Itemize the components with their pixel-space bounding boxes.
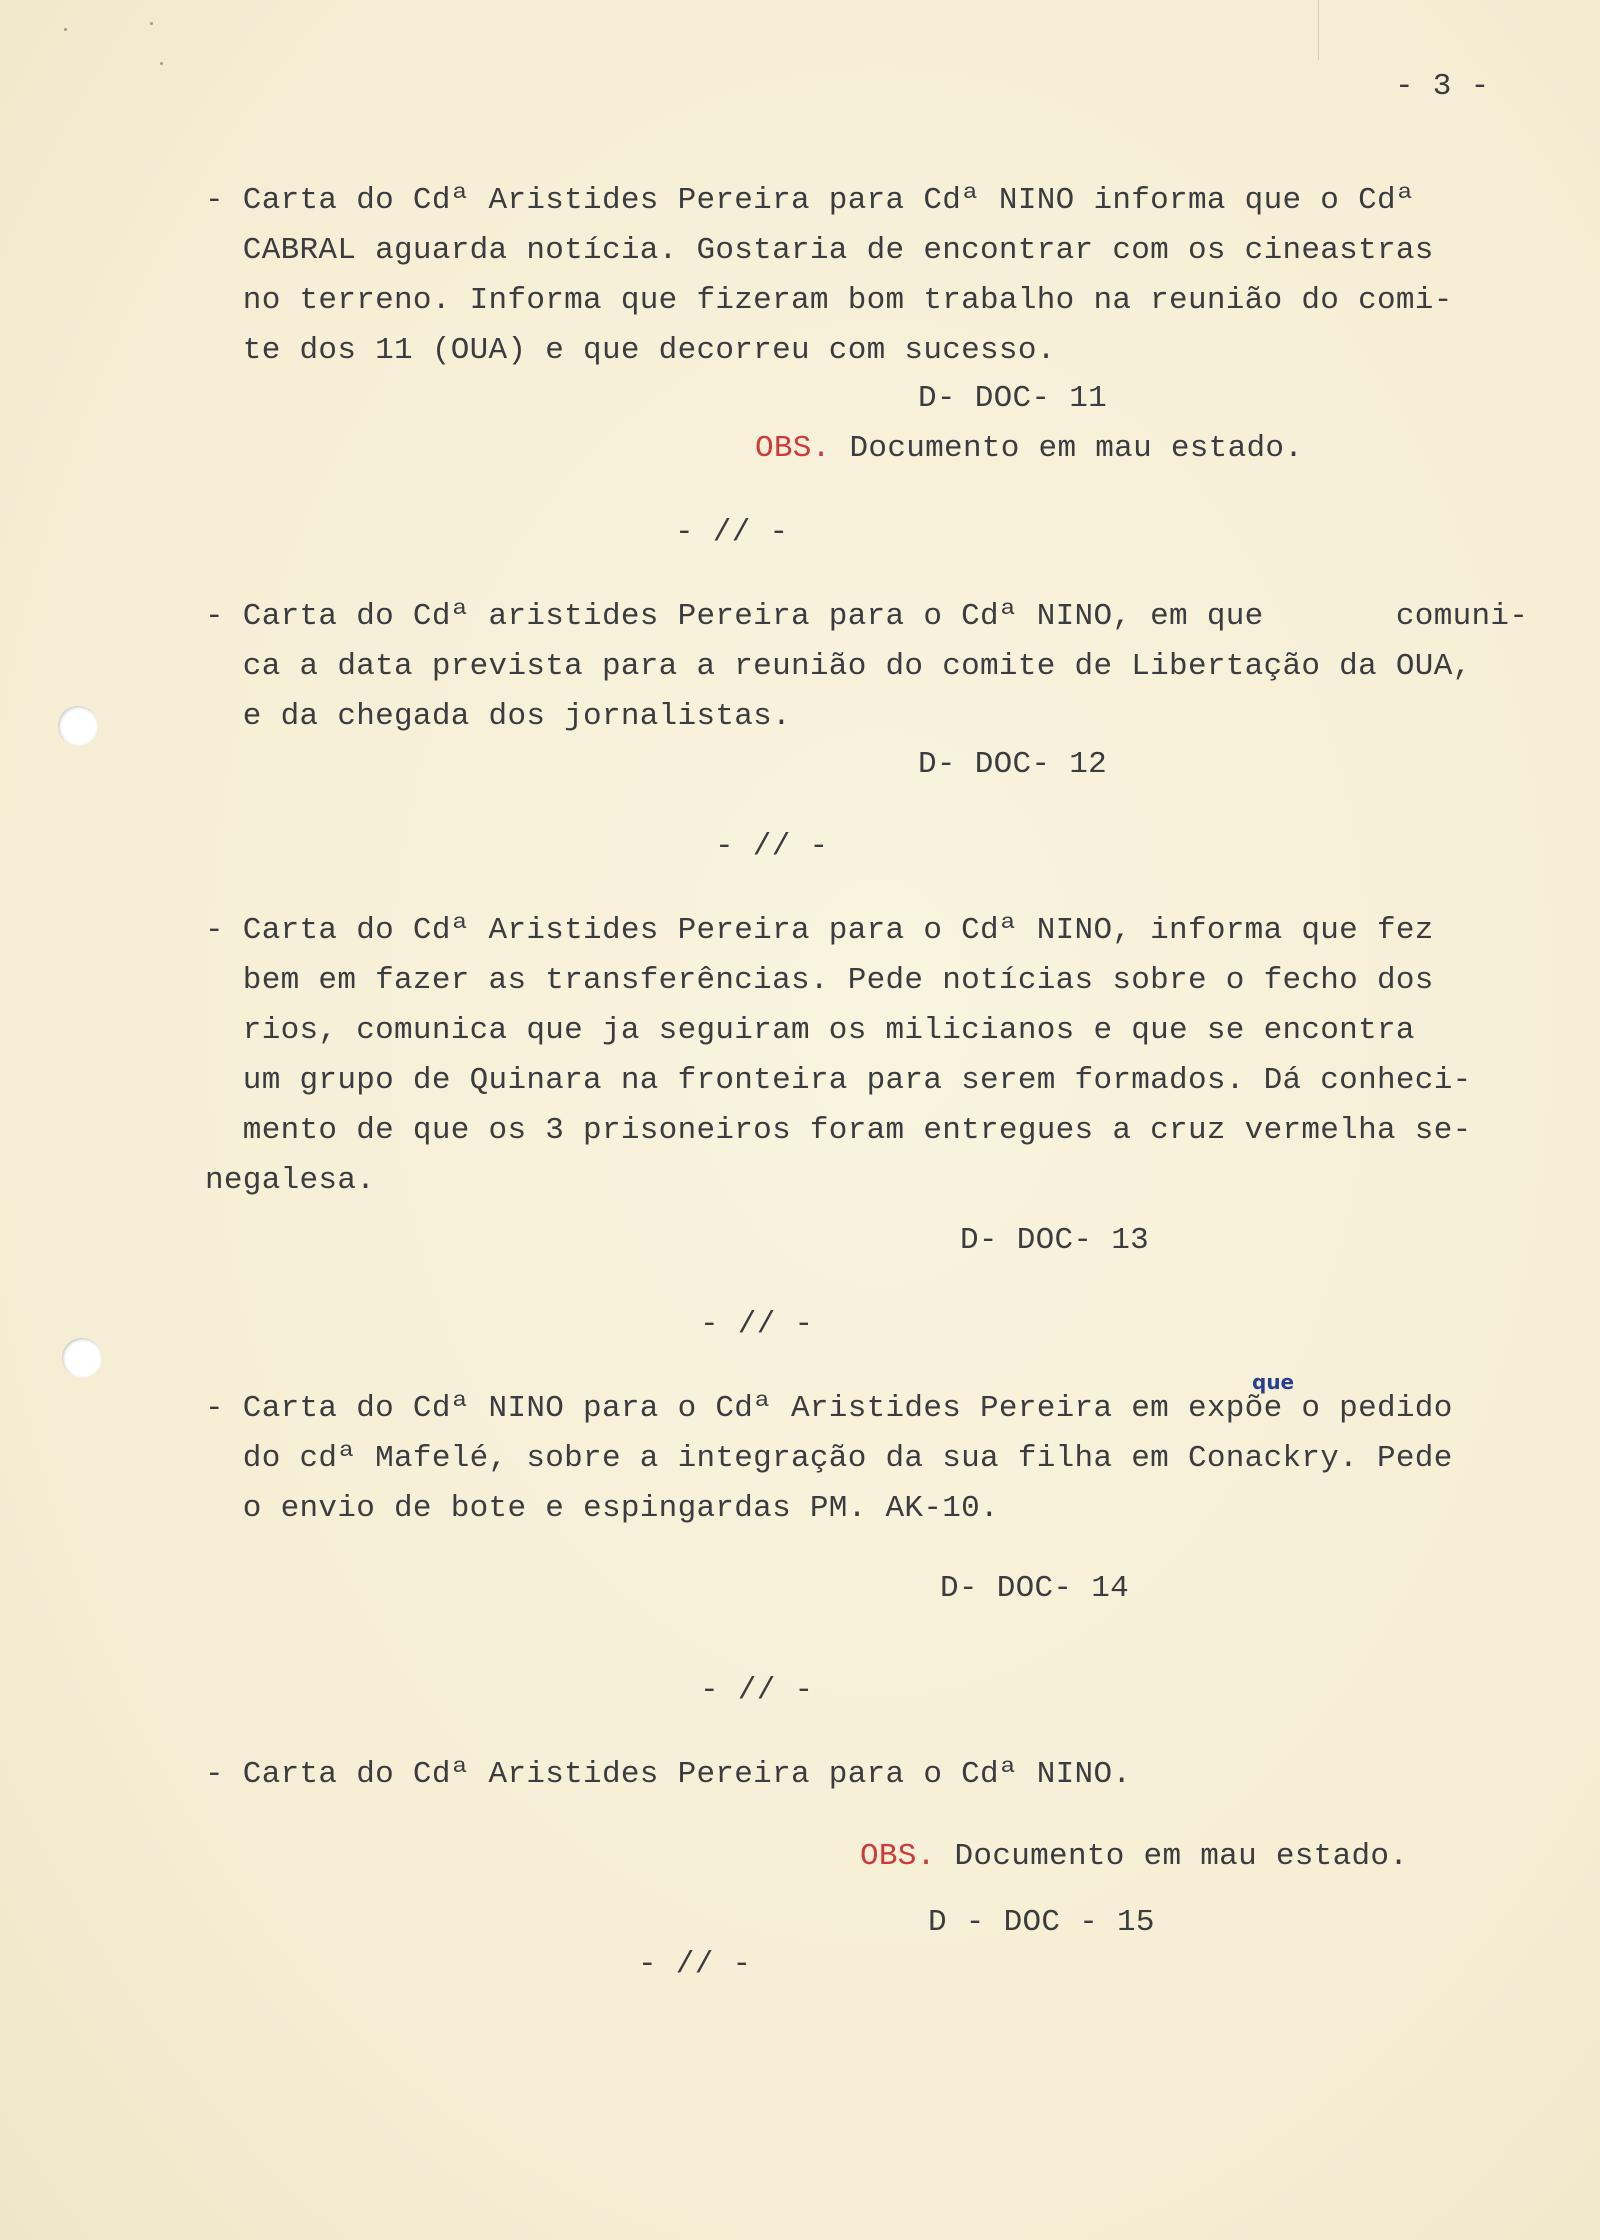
paper-fold <box>1318 0 1319 60</box>
separator: - // - <box>638 1947 752 1982</box>
observation-note <box>860 1832 1408 1882</box>
entry-line: - Carta do Cdª aristides Pereira para o Cdª NINO, em que comuni- <box>205 599 1529 634</box>
entry-line: rios, comunica que ja seguiram os milicianos e que se encontra <box>205 1013 1415 1048</box>
document-reference: D - DOC - 15 <box>928 1905 1155 1940</box>
entry-line: CABRAL aguarda notícia. Gostaria de encontrar com os cineastras <box>205 233 1434 268</box>
entry-line: do cdª Mafelé, sobre a integração da sua filha em Conackry. Pede <box>205 1441 1453 1476</box>
document-reference: D- DOC- 12 <box>918 747 1108 782</box>
document-reference: D- DOC- 11 <box>918 381 1108 416</box>
obs-text: Documento em mau estado. <box>830 431 1304 466</box>
separator: - // - <box>715 829 829 864</box>
punch-hole <box>62 1338 102 1378</box>
paper-speck <box>64 28 67 31</box>
entry-line: - Carta do Cdª Aristides Pereira para o Cdª NINO. <box>205 1757 1132 1792</box>
entry-line: e da chegada dos jornalistas. <box>205 699 791 734</box>
handwritten-insert: que <box>1252 1370 1295 1394</box>
observation-note <box>755 424 1303 474</box>
punch-hole <box>58 706 98 746</box>
entry-line: mento de que os 3 prisoneiros foram entregues a cruz vermelha se- <box>205 1113 1472 1148</box>
entry-line: - Carta do Cdª Aristides Pereira para o Cdª NINO, informa que fez <box>205 913 1434 948</box>
separator: - // - <box>700 1673 814 1708</box>
document-reference: D- DOC- 14 <box>940 1571 1130 1606</box>
entry-line: o envio de bote e espingardas PM. AK-10. <box>205 1491 999 1526</box>
entry-line: - Carta do Cdª NINO para o Cdª Aristides Pereira em expõe o pedido <box>205 1391 1453 1426</box>
entry-line: - Carta do Cdª Aristides Pereira para Cdª NINO informa que o Cdª <box>205 183 1415 218</box>
obs-label: OBS. <box>860 1839 936 1874</box>
obs-label: OBS. <box>755 431 831 466</box>
entry-line: um grupo de Quinara na fronteira para serem formados. Dá conheci- <box>205 1063 1472 1098</box>
document-reference: D- DOC- 13 <box>960 1223 1150 1258</box>
paper-speck <box>150 22 153 25</box>
paper-speck <box>160 62 163 65</box>
entry-line: te dos 11 (OUA) e que decorreu com sucesso. <box>205 333 1056 368</box>
page-number: - 3 - <box>1395 69 1490 104</box>
entry-line: negalesa. <box>205 1163 376 1198</box>
separator: - // - <box>675 515 789 550</box>
entry-line: bem em fazer as transferências. Pede notícias sobre o fecho dos <box>205 963 1434 998</box>
separator: - // - <box>700 1307 814 1342</box>
entry-line: ca a data prevista para a reunião do comite de Libertação da OUA, <box>205 649 1472 684</box>
entry-line: no terreno. Informa que fizeram bom trabalho na reunião do comi- <box>205 283 1453 318</box>
obs-text: Documento em mau estado. <box>935 1839 1409 1874</box>
